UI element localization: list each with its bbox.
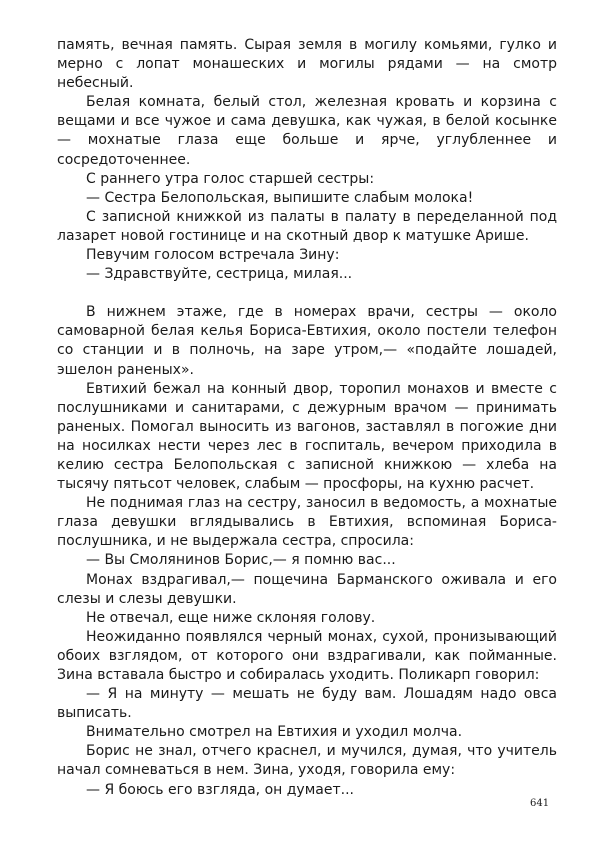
paragraph-9: Евтихий бежал на конный двор, торопил монахов и вместе с послушниками и санитарами, с дежурным врачом — принимать раненых. Помогал выносить из вагонов, заставлял в погожие дни на носилках нести через лес в госпиталь, вечером приходила в келию сестра Белопольская с записной книжкою — хлеба на тысячу пятьсот человек, слабым — просфоры, на кухню расчет. [57, 380, 557, 493]
paragraph-8: В нижнем этаже, где в номерах врачи, сестры — около самоварной белая келья Бориса-Евтихия, около постели телефон со станции и в полночь, на заре утром,— «подайте лошадей, эшелон раненых». [57, 304, 557, 378]
paragraph-11: — Вы Смолянинов Борис,— я помню вас... [86, 552, 396, 569]
paragraph-18: — Я боюсь его взгляда, он думает... [86, 781, 354, 798]
paragraph-6: Певучим голосом встречала Зину: [86, 247, 340, 264]
paragraph-14: Неожиданно появлялся черный монах, сухой, пронизывающий обоих взглядом, от которого они вздрагивали, как пойманные. Зина вставала быстро и собиралась уходить. Поликарп говорил: [57, 628, 557, 683]
paragraph-7: — Здравствуйте, сестрица, милая... [86, 266, 353, 283]
paragraph-1: память, вечная память. Сырая земля в могилу комьями, гулко и мерно с лопат монашеских и могилы рядами — на смотр небесный. [57, 37, 557, 92]
paragraph-13: Не отвечал, еще ниже склоняя голову. [86, 609, 376, 626]
paragraph-5: С записной книжкой из палаты в палату в переделанной под лазарет новой гостинице и на скотный двор к матушке Арише. [57, 208, 557, 244]
paragraph-4: — Сестра Белопольская, выпишите слабым молока! [86, 189, 474, 206]
paragraph-15: — Я на минуту — мешать не буду вам. Лошадям надо овса выписать. [57, 686, 557, 722]
paragraph-16: Внимательно смотрел на Евтихия и уходил молча. [86, 724, 463, 741]
paragraph-3: С раннего утра голос старшей сестры: [86, 170, 375, 187]
section-break [57, 284, 557, 303]
page-number: 641 [530, 798, 550, 809]
paragraph-10: Не поднимая глаз на сестру, заносил в ведомость, а мохнатые глаза девушки вглядывались в Евтихия, вспоминая Бориса-послушника, и не выдержала сестра, спросила: [57, 495, 557, 550]
paragraph-2: Белая комната, белый стол, железная кровать и корзина с вещами и все чужое и сама девушка, как чужая, в белой косынке — мохнатые глаза еще больше и ярче, углубленнее и сосредоточеннее. [57, 94, 557, 168]
text-column [57, 36, 557, 800]
paragraph-12: Монах вздрагивал,— пощечина Барманского оживала и его слезы и слезы девушки. [57, 571, 557, 607]
paragraph-17: Борис не знал, отчего краснел, и мучился, думая, что учитель начал сомневаться в нем. Зина, уходя, говорила ему: [57, 743, 557, 779]
